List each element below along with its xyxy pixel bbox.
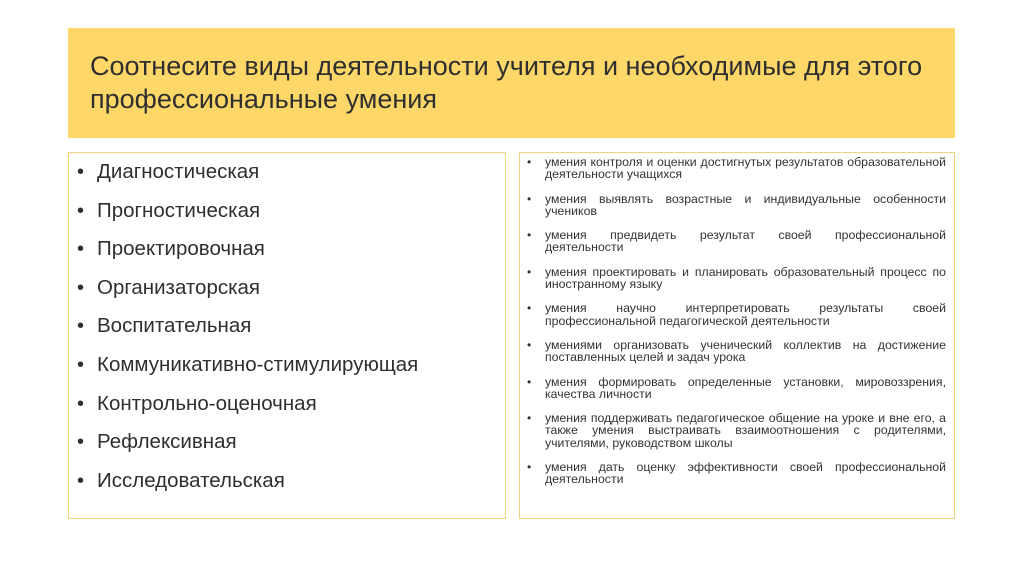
activity-item: [77, 234, 495, 273]
bullet-icon: •: [77, 315, 85, 338]
bullet-icon: •: [77, 431, 85, 454]
activity-item: [77, 196, 495, 235]
activity-label: Воспитательная: [97, 314, 252, 338]
skill-item: [527, 339, 946, 364]
skill-item: [527, 302, 946, 327]
skill-item: [527, 156, 946, 181]
activity-item: [77, 350, 495, 389]
bullet-icon: •: [527, 191, 532, 206]
skill-text: умения формировать определенные установки, мировоззрения, качества личности: [545, 374, 946, 401]
skill-text: умения поддерживать педагогическое общение на уроке и вне его, а также умения выстраивать взаимоотношения с родителями, учителями, руководством школы: [545, 411, 946, 450]
title-banner: [68, 28, 955, 138]
bullet-icon: •: [527, 374, 532, 389]
bullet-icon: •: [527, 264, 532, 279]
skill-item: [527, 461, 946, 486]
bullet-icon: •: [527, 460, 532, 475]
activity-item: [77, 389, 495, 428]
bullet-icon: •: [77, 276, 85, 299]
bullet-icon: •: [527, 301, 532, 316]
bullet-icon: •: [527, 337, 532, 352]
skill-item: [527, 193, 946, 218]
slide-title: Соотнесите виды деятельности учителя и необходимые для этого профессиональные умения: [90, 51, 923, 114]
activity-label: Рефлексивная: [97, 430, 237, 454]
activity-item: [77, 466, 495, 505]
activity-label: Контрольно-оценочная: [97, 391, 317, 415]
skill-text: умения выявлять возрастные и индивидуальные особенности учеников: [545, 191, 946, 218]
skill-text: умения дать оценку эффективности своей профессиональной деятельности: [545, 460, 946, 487]
activity-label: Организаторская: [97, 275, 261, 299]
skill-text: умения контроля и оценки достигнутых результатов образовательной деятельности учащихся: [545, 155, 946, 182]
skill-text: умения научно интерпретировать результаты своей профессиональной педагогической деятельности: [545, 301, 946, 328]
bullet-icon: •: [527, 155, 532, 169]
bullet-icon: •: [77, 469, 85, 492]
skill-text: умениями организовать ученический коллектив на достижение поставленных целей и задач урока: [545, 337, 946, 365]
activity-label: Коммуникативно-стимулирующая: [97, 352, 419, 376]
bullet-icon: •: [77, 392, 85, 415]
activity-item: [77, 157, 495, 196]
activity-item: [77, 427, 495, 466]
bullet-icon: •: [527, 411, 532, 426]
activity-label: Диагностическая: [97, 160, 260, 183]
skill-text: умения предвидеть результат своей профессиональной деятельности: [545, 228, 946, 255]
skill-item: [527, 266, 946, 291]
activity-label: Проектировочная: [97, 237, 265, 261]
skill-item: [527, 376, 946, 401]
skills-panel: [519, 152, 955, 519]
activities-panel: [68, 152, 506, 519]
skill-item: [527, 412, 946, 449]
bullet-icon: •: [77, 199, 85, 222]
activity-item: [77, 311, 495, 350]
bullet-icon: •: [77, 161, 85, 183]
skill-item: [527, 229, 946, 254]
activity-label: Прогностическая: [97, 198, 261, 222]
bullet-icon: •: [77, 238, 85, 261]
activity-label: Исследовательская: [97, 468, 285, 492]
skill-text: умения проектировать и планировать образовательный процесс по иностранному языку: [545, 264, 946, 292]
bullet-icon: •: [527, 228, 532, 243]
skills-list: [527, 156, 946, 486]
activities-list: [77, 157, 495, 504]
activity-item: [77, 273, 495, 312]
bullet-icon: •: [77, 353, 85, 376]
